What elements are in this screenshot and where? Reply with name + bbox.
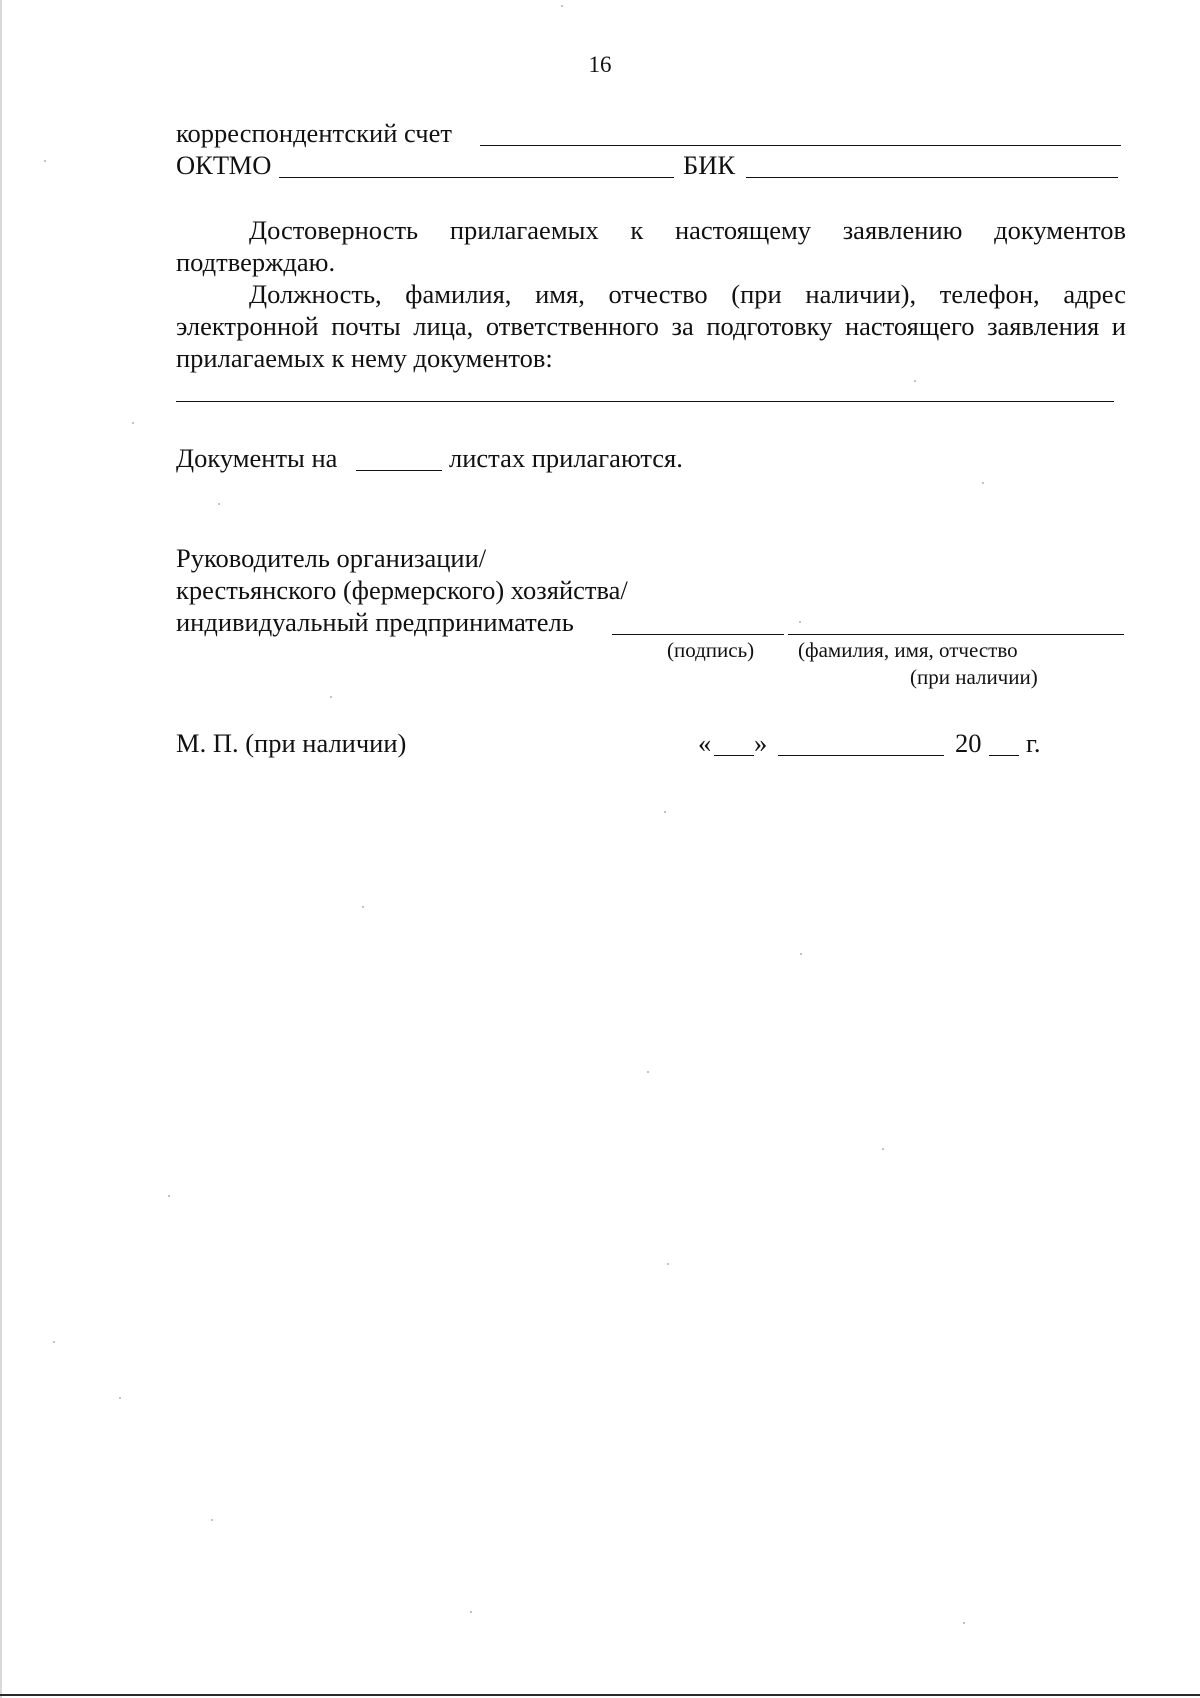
scan-speck (799, 621, 801, 623)
bik-field[interactable] (746, 177, 1118, 178)
day-field[interactable] (714, 755, 754, 756)
scan-speck (664, 811, 666, 813)
scan-speck (44, 160, 46, 162)
scan-speck (963, 1622, 965, 1624)
scan-speck (119, 1397, 121, 1399)
signature-caption: (подпись) (667, 638, 755, 662)
scan-speck (53, 1341, 55, 1343)
scan-speck (914, 380, 916, 382)
scan-speck (211, 1519, 213, 1521)
year-field[interactable] (989, 755, 1019, 756)
attachments-suffix: листах прилагаются. (449, 443, 683, 473)
attachments-prefix: Документы на (176, 443, 338, 473)
scan-speck (168, 1195, 170, 1197)
bik-label: БИК (683, 150, 736, 180)
scan-speck (800, 953, 802, 955)
responsible-person-paragraph: Должность, фамилия, имя, отчество (при наличии), телефон, адрес электронной почты лица, ответственного за подготовку настоящего заявления и прилагаемых к нему документов: (176, 279, 1126, 373)
oktmo-field[interactable] (279, 177, 674, 178)
authenticity-paragraph: Достоверность прилагаемых к настоящему заявлению документов подтверждаю. (176, 215, 1126, 277)
full-name-field[interactable] (788, 634, 1124, 635)
year-prefix: 20 (955, 728, 982, 758)
signatory-line-2: крестьянского (фермерского) хозяйства/ (176, 575, 628, 605)
full-name-caption-1: (фамилия, имя, отчество (798, 638, 1018, 662)
month-field[interactable] (778, 755, 944, 756)
scan-speck (132, 422, 134, 424)
page-number: 16 (588, 52, 612, 77)
scan-speck (218, 503, 220, 505)
scan-bottom-edge (0, 1694, 1200, 1696)
stamp-label: М. П. (при наличии) (176, 728, 407, 758)
scan-left-edge (0, 0, 2, 1698)
signatory-line-3: индивидуальный предприниматель (176, 607, 574, 637)
scan-speck (362, 906, 364, 908)
signatory-line-1: Руководитель организации/ (176, 543, 487, 573)
year-suffix: г. (1026, 728, 1041, 758)
quote-close: » (754, 728, 768, 758)
scan-speck (982, 482, 984, 484)
scan-speck (882, 1148, 884, 1150)
scan-speck (470, 1611, 472, 1613)
scan-speck (561, 5, 563, 7)
corr-account-label: корреспондентский счет (176, 118, 452, 148)
full-name-caption-2: (при наличии) (910, 665, 1038, 689)
quote-open: « (698, 728, 712, 758)
oktmo-label: ОКТМО (176, 150, 272, 180)
signature-field[interactable] (612, 634, 784, 635)
corr-account-field[interactable] (480, 145, 1121, 146)
scan-speck (330, 696, 332, 698)
scan-speck (647, 1071, 649, 1073)
scan-speck (667, 1263, 669, 1265)
responsible-person-field[interactable] (176, 401, 1114, 402)
sheet-count-field[interactable] (356, 470, 442, 471)
